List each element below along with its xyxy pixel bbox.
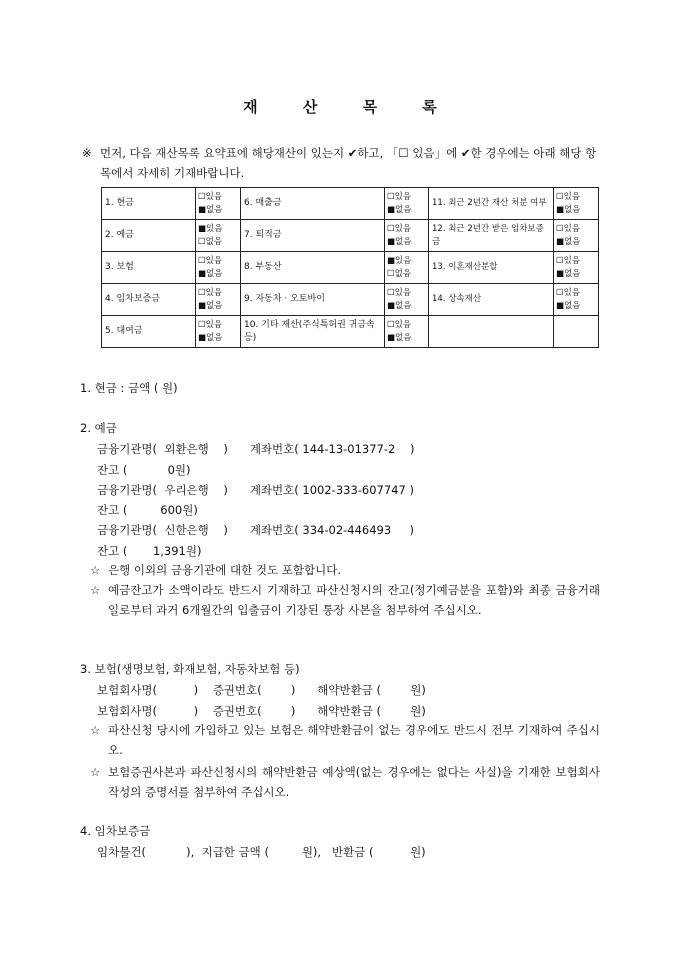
checked-box-icon[interactable] [198,268,238,281]
no-label: 없음 [564,236,581,247]
empty-box-icon[interactable] [556,255,596,268]
checked-box-icon[interactable] [556,236,596,249]
summary-row [102,316,599,348]
no-label: 없음 [206,204,223,215]
checked-box-icon[interactable] [387,236,426,249]
no-label: 없음 [395,332,412,343]
yes-label: 있음 [206,223,223,234]
no-label: 없음 [395,204,412,215]
empty-box-icon[interactable] [387,268,426,281]
summary-item-label: 13. 이혼재산분할 [429,252,554,284]
star-icon: ☆ [90,563,101,577]
empty-box-icon[interactable] [387,191,426,204]
summary-row [102,220,599,252]
asset-summary-table [101,187,599,348]
star-icon: ☆ [90,583,101,597]
summary-item-checkbox [554,316,599,348]
insurance-note-text: 파산신청 당시에 가입하고 있는 보험은 해약반환금이 없는 경우에도 반드시 전부 기재하여 주십시오. [108,723,600,757]
yes-label: 있음 [394,191,412,202]
deposit-bank-line: 금융기관명( 우리은행 ) 계좌번호( 1002-333-607747 ) [97,483,414,497]
summary-item-label: 12. 최근 2년간 받은 임차보증금 [429,220,554,252]
summary-row [102,252,599,284]
yes-label: 있음 [395,255,412,266]
checked-box-icon[interactable] [198,223,238,236]
summary-item-checkbox[interactable] [385,188,429,220]
checked-box-icon[interactable] [387,204,426,217]
no-label: 없음 [564,268,581,279]
deposit-balance-line: 잔고 ( 600원) [97,503,198,517]
summary-item-checkbox[interactable] [196,188,241,220]
no-label: 없음 [206,268,223,279]
yes-label: 있음 [394,287,412,298]
no-label: 없음 [564,204,581,215]
summary-item-label [429,316,554,348]
empty-box-icon[interactable] [198,191,238,204]
summary-item-checkbox[interactable] [196,284,241,316]
insurance-heading: 3. 보험(생명보험, 화재보험, 자동차보험 등) [80,662,300,676]
yes-label: 있음 [394,223,412,234]
summary-row [102,188,599,220]
no-label: 없음 [394,268,412,279]
insurance-line: 보험회사명( ) 증권번호( ) 해약반환금 ( 원) [97,704,426,718]
summary-item-checkbox[interactable] [554,220,599,252]
summary-item-checkbox[interactable] [554,188,599,220]
summary-item-label: 4. 임차보증금 [102,284,196,316]
summary-item-checkbox[interactable] [554,252,599,284]
summary-item-label: 7. 퇴직금 [241,220,385,252]
no-label: 없음 [206,300,223,311]
checked-box-icon[interactable] [198,300,238,313]
checked-box-icon[interactable] [387,300,426,313]
checked-box-icon[interactable] [556,300,596,313]
empty-box-icon[interactable] [198,287,238,300]
summary-item-checkbox[interactable] [196,252,241,284]
empty-box-icon[interactable] [198,255,238,268]
deposit-note [90,580,600,620]
summary-item-checkbox[interactable] [385,284,429,316]
summary-item-label: 8. 부동산 [241,252,385,284]
deposit-heading: 2. 예금 [80,421,117,435]
checked-box-icon[interactable] [198,332,238,345]
yes-label: 있음 [205,287,223,298]
summary-item-checkbox[interactable] [385,252,429,284]
checked-box-icon[interactable] [556,204,596,217]
summary-item-label: 6. 매출금 [241,188,385,220]
checked-box-icon[interactable] [387,332,426,345]
notice-mark: ※ [82,146,92,160]
yes-label: 있음 [394,319,412,330]
insurance-note [90,720,600,760]
summary-item-checkbox[interactable] [196,220,241,252]
deposit-note-text: 은행 이외의 금융기관에 대한 것도 포함합니다. [108,563,342,577]
summary-item-label: 2. 예금 [102,220,196,252]
yes-label: 있음 [563,191,581,202]
deposit-balance-line: 잔고 ( 0원) [97,463,191,477]
insurance-note [90,762,600,802]
checked-box-icon[interactable] [198,204,238,217]
summary-item-checkbox[interactable] [385,220,429,252]
notice-text: 먼저, 다음 재산목록 요약표에 해당재산이 있는지 ✔하고, 「☐ 있음」에 ✔한 경우에는 아래 해당 항목에서 자세히 기재바랍니다. [100,146,597,180]
insurance-line: 보험회사명( ) 증권번호( ) 해약반환금 ( 원) [97,683,426,697]
no-label: 없음 [395,236,412,247]
yes-label: 있음 [563,223,581,234]
no-label: 없음 [205,236,223,247]
cash-section: 1. 현금 : 금액 ( 원) [80,381,178,395]
lease-line: 임차물건( ), 지급한 금액 ( 원), 반환금 ( 원) [97,845,426,859]
empty-box-icon[interactable] [556,287,596,300]
notice [82,143,602,183]
no-label: 없음 [395,300,412,311]
summary-row [102,284,599,316]
summary-item-checkbox[interactable] [196,316,241,348]
no-label: 없음 [206,332,223,343]
summary-item-checkbox[interactable] [554,284,599,316]
deposit-bank-line: 금융기관명( 신한은행 ) 계좌번호( 334-02-446493 ) [97,523,414,537]
empty-box-icon[interactable] [198,236,238,249]
deposit-balance-line: 잔고 ( 1,391원) [97,544,202,558]
empty-box-icon[interactable] [198,319,238,332]
yes-label: 있음 [563,255,581,266]
no-label: 없음 [564,300,581,311]
star-icon: ☆ [90,723,101,737]
yes-label: 있음 [563,287,581,298]
summary-item-label: 10. 기타 재산(주식특허권 귀금속 등) [241,316,385,348]
summary-item-label: 9. 자동차 · 오토바이 [241,284,385,316]
summary-item-label: 11. 최근 2년간 재산 처분 여부 [429,188,554,220]
star-icon: ☆ [90,765,101,779]
summary-item-checkbox[interactable] [385,316,429,348]
yes-label: 있음 [205,319,223,330]
checked-box-icon[interactable] [387,255,426,268]
summary-item-label: 5. 대여금 [102,316,196,348]
deposit-note [90,560,600,580]
checked-box-icon[interactable] [556,268,596,281]
summary-item-label: 1. 현금 [102,188,196,220]
empty-box-icon[interactable] [387,287,426,300]
yes-label: 있음 [205,191,223,202]
page-title: 재 산 목 록 [243,98,457,116]
lease-heading: 4. 임차보증금 [80,824,151,838]
deposit-bank-line: 금융기관명( 외환은행 ) 계좌번호( 144-13-01377-2 ) [97,442,415,456]
empty-box-icon[interactable] [387,319,426,332]
empty-box-icon[interactable] [556,191,596,204]
yes-label: 있음 [205,255,223,266]
insurance-note-text: 보험증권사본과 파산신청시의 해약반환금 예상액(없는 경우에는 없다는 사실)을 기재한 보험회사 작성의 증명서를 첨부하여 주십시오. [108,765,600,799]
empty-box-icon[interactable] [556,223,596,236]
empty-box-icon[interactable] [387,223,426,236]
summary-item-label: 14. 상속재산 [429,284,554,316]
deposit-note-text: 예금잔고가 소액이라도 반드시 기재하고 파산신청시의 잔고(정기예금분을 포함)와 최종 금융거래일로부터 과거 6개월간의 입출금이 기장된 통장 사본을 첨부하여 주십시오. [108,583,600,617]
summary-item-label: 3. 보험 [102,252,196,284]
